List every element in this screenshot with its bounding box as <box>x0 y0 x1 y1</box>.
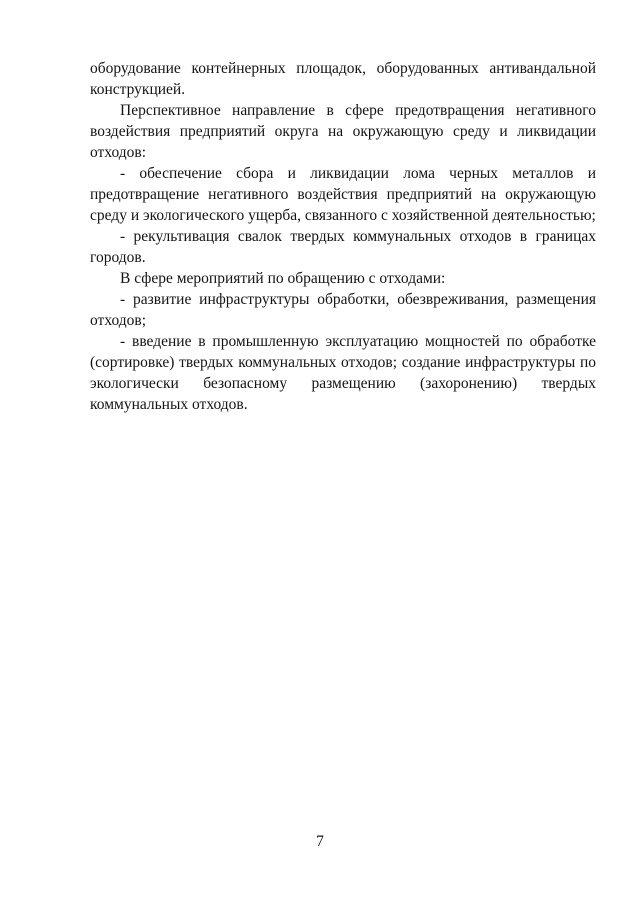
paragraph-5: В сфере мероприятий по обращению с отходами: <box>120 270 446 287</box>
paragraph-3: - обеспечение сбора и ликвидации лома черных металлов и предотвращение негативного воздействия предприятий на окружающую среду и экологического ущерба, связанного с хозяйственной деятельностью; <box>90 165 596 224</box>
paragraph-4: - рекультивация свалок твердых коммунальных отходов в границах городов. <box>90 228 596 266</box>
paragraph-7: - введение в промышленную эксплуатацию мощностей по обработке (сортировке) твердых коммунальных отходов; создание инфраструктуры по экологически безопасному размещению (захоронению) твердых коммунальных отходов. <box>90 333 596 413</box>
page-number: 7 <box>316 833 324 850</box>
body-text <box>90 58 596 415</box>
paragraph-1: оборудование контейнерных площадок, оборудованных антивандальной конструкцией. <box>90 60 596 98</box>
paragraph-6: - развитие инфраструктуры обработки, обезвреживания, размещения отходов; <box>90 291 596 329</box>
paragraph-2: Перспективное направление в сфере предотвращения негативного воздействия предприятий округа на окружающую среду и ликвидации отходов: <box>90 102 596 161</box>
